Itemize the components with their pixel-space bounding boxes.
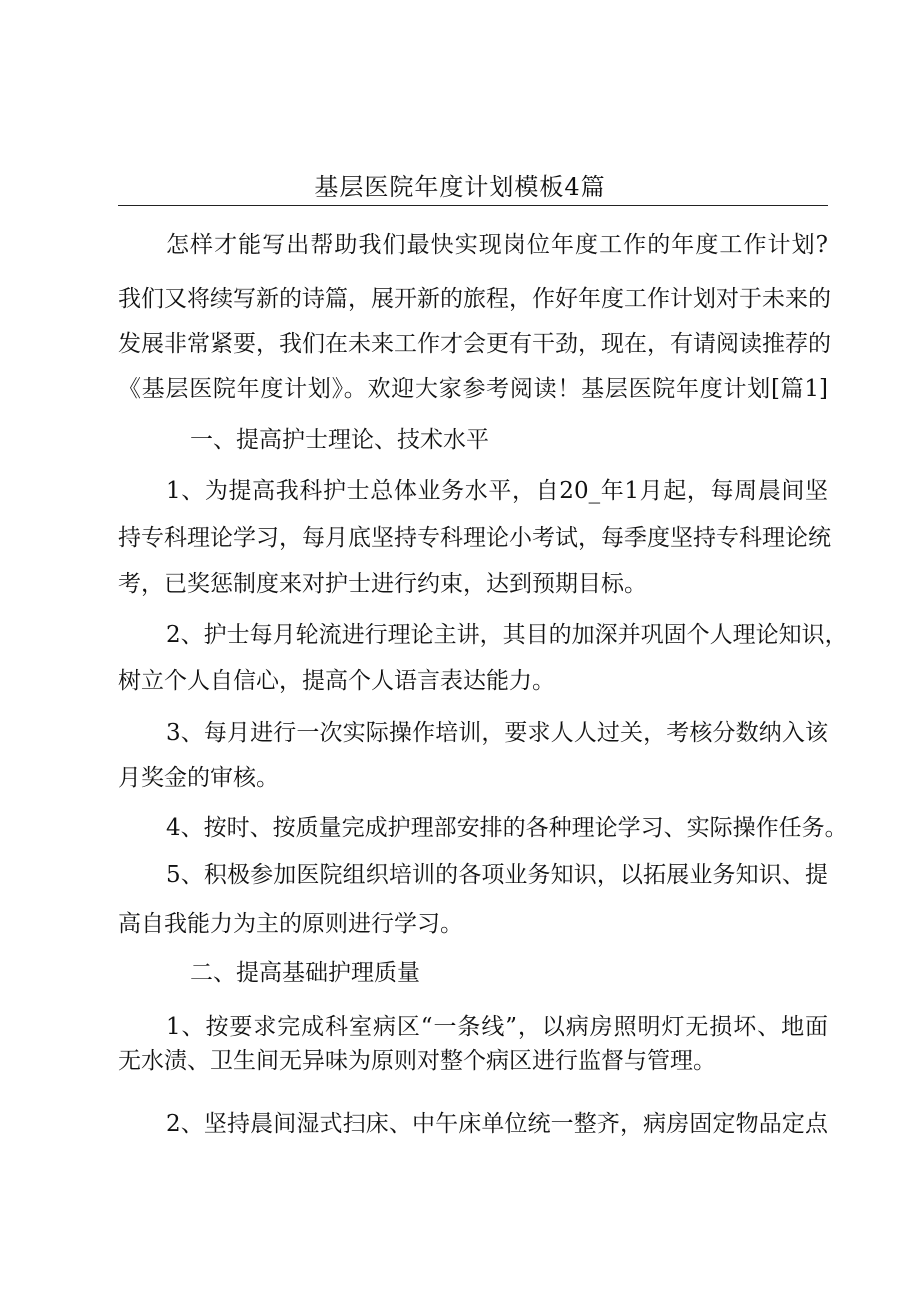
paragraph-line: 2、坚持晨间湿式扫床、中午床单位统一整齐，病房固定物品定点 bbox=[166, 1111, 828, 1137]
paragraph-line: 《基层医院年度计划》。欢迎大家参考阅读！基层医院年度计划[篇1] bbox=[118, 376, 828, 402]
paragraph-line: 高自我能力为主的原则进行学习。 bbox=[118, 911, 463, 937]
paragraph-line: 4、按时、按质量完成护理部安排的各种理论学习、实际操作任务。 bbox=[166, 815, 848, 841]
paragraph-line: 我们又将续写新的诗篇，展开新的旅程，作好年度工作计划对于未来的 bbox=[118, 286, 831, 312]
paragraph-line: 无水渍、卫生间无异味为原则对整个病区进行监督与管理。 bbox=[118, 1048, 716, 1074]
document-title: 基层医院年度计划模板4篇 bbox=[314, 173, 606, 201]
paragraph-line: 发展非常紧要，我们在未来工作才会更有干劲，现在，有请阅读推荐的 bbox=[118, 331, 831, 357]
paragraph-line: 5、积极参加医院组织培训的各项业务知识，以拓展业务知识、提 bbox=[166, 862, 828, 888]
paragraph-line: 怎样才能写出帮助我们最快实现岗位年度工作的年度工作计划? bbox=[166, 232, 828, 258]
title-underline bbox=[118, 205, 828, 206]
paragraph-line: 月奖金的审核。 bbox=[118, 765, 279, 791]
paragraph-line: 2、护士每月轮流进行理论主讲，其目的加深并巩固个人理论知识， bbox=[166, 622, 848, 648]
paragraph-line: 考，已奖惩制度来对护士进行约束，达到预期目标。 bbox=[118, 571, 647, 597]
paragraph-line: 3、每月进行一次实际操作培训，要求人人过关，考核分数纳入该 bbox=[166, 720, 828, 746]
section-heading: 二、提高基础护理质量 bbox=[190, 960, 420, 986]
paragraph-line: 1、为提高我科护士总体业务水平，自20_年1月起，每周晨间坚 bbox=[166, 478, 828, 504]
paragraph-line: 持专科理论学习，每月底坚持专科理论小考试，每季度坚持专科理论统 bbox=[118, 525, 831, 551]
paragraph-line: 1、按要求完成科室病区“一条线”，以病房照明灯无损坏、地面 bbox=[166, 1014, 828, 1040]
paragraph-line: 树立个人自信心，提高个人语言表达能力。 bbox=[118, 668, 555, 694]
section-heading: 一、提高护士理论、技术水平 bbox=[190, 427, 489, 453]
